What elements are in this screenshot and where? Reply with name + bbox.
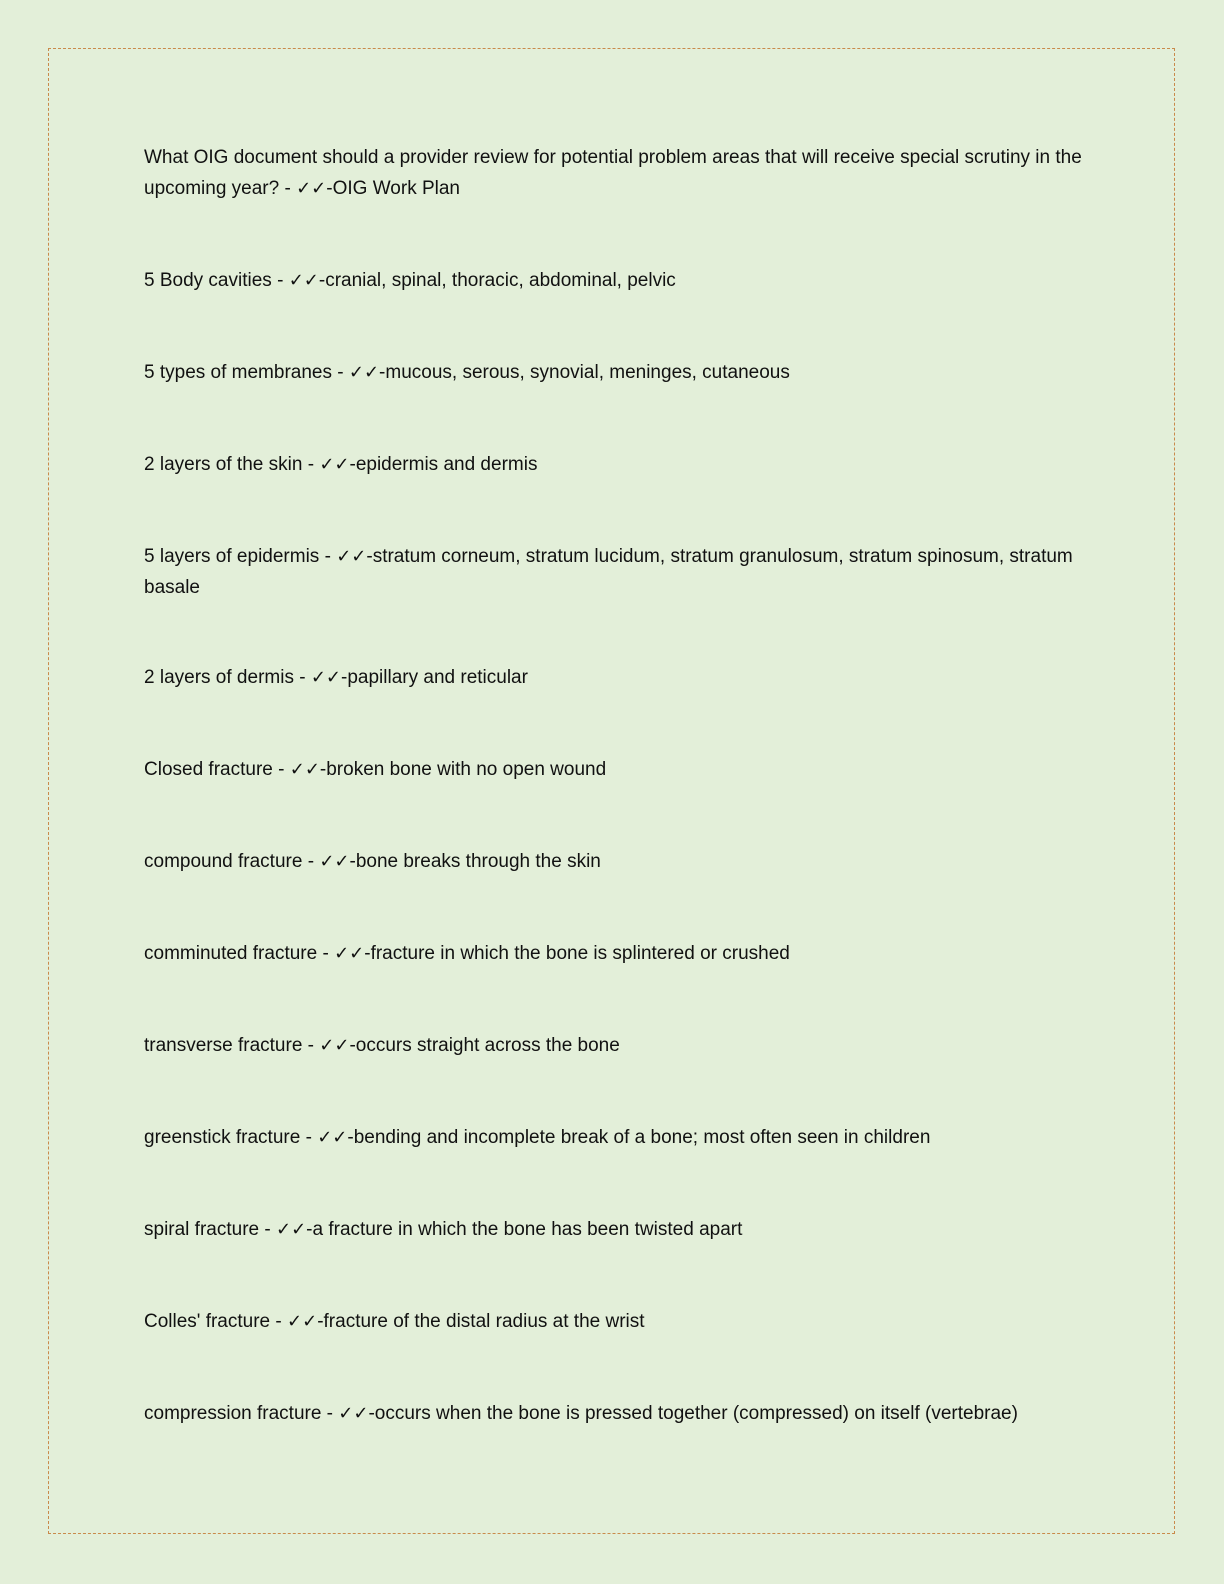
list-item: compression fracture - ✓✓-occurs when the bone is pressed together (compressed) on itself (vertebrae) [144,1403,1018,1424]
definition: bending and incomplete break of a bone; most often seen in children [353,1127,931,1148]
list-item: 2 layers of the skin - ✓✓-epidermis and dermis [144,454,538,475]
checkmark-icon: ✓✓ [336,546,367,567]
definition: occurs when the bone is pressed together (compressed) on itself (vertebrae) [374,1403,1018,1424]
term: Closed fracture [144,759,273,780]
term: 5 Body cavities [144,270,272,291]
list-item: 5 layers of epidermis - ✓✓-stratum corneum, stratum lucidum, stratum granulosum, stratum spinosum, stratum basale [144,546,1073,598]
checkmark-icon: ✓✓ [334,943,365,964]
definition: a fracture in which the bone has been twisted apart [312,1219,743,1240]
checkmark-icon: ✓✓ [276,1219,307,1240]
checkmark-icon: ✓✓ [348,362,380,383]
term: greenstick fracture [144,1127,301,1148]
list-item: comminuted fracture - ✓✓-fracture in which the bone is splintered or crushed [144,943,790,964]
definition: cranial, spinal, thoracic, abdominal, pelvic [325,270,676,291]
definition: OIG Work Plan [332,178,460,199]
term: comminuted fracture [144,943,318,964]
definition: fracture of the distal radius at the wrist [323,1311,645,1332]
checkmark-icon: ✓✓ [288,270,319,291]
definition: stratum corneum, stratum lucidum, stratum granulosum, stratum spinosum, stratum basale [144,546,1073,598]
checkmark-icon: ✓✓ [287,1311,318,1332]
list-item: spiral fracture - ✓✓-a fracture in which the bone has been twisted apart [144,1219,743,1240]
term: compression fracture [144,1403,322,1424]
checkmark-icon: ✓✓ [319,454,350,475]
checkmark-icon: ✓✓ [319,851,350,872]
definition: papillary and reticular [347,667,528,688]
list-item: transverse fracture - ✓✓-occurs straight across the bone [144,1035,620,1056]
term: 2 layers of dermis [144,667,294,688]
term: 5 layers of epidermis [144,546,320,567]
list-item: compound fracture - ✓✓-bone breaks through the skin [144,851,601,872]
term: Colles' fracture [144,1311,271,1332]
checkmark-icon: ✓✓ [289,759,320,780]
term: 2 layers of the skin [144,454,303,475]
definition: fracture in which the bone is splintered or crushed [370,943,790,964]
checkmark-icon: ✓✓ [296,178,327,199]
list-item: Colles' fracture - ✓✓-fracture of the distal radius at the wrist [144,1311,645,1332]
checkmark-icon: ✓✓ [317,1127,348,1148]
term: transverse fracture [144,1035,303,1056]
term: compound fracture [144,851,303,872]
list-item: What OIG document should a provider review for potential problem areas that will receive special scrutiny in the upcoming year? - ✓✓-OIG Work Plan [144,147,1082,199]
term: 5 types of membranes [144,362,332,383]
term: What OIG document should a provider review for potential problem areas that will receive special scrutiny in the upcoming year? [144,147,1082,199]
list-item: Closed fracture - ✓✓-broken bone with no open wound [144,759,607,780]
term: spiral fracture [144,1219,260,1240]
list-item: greenstick fracture - ✓✓-bending and incomplete break of a bone; most often seen in children [144,1127,931,1148]
list-item: 5 Body cavities - ✓✓-cranial, spinal, thoracic, abdominal, pelvic [144,270,676,291]
definition: epidermis and dermis [355,454,538,475]
definition: mucous, serous, synovial, meninges, cutaneous [385,362,790,383]
list-item: 2 layers of dermis - ✓✓-papillary and reticular [144,667,528,688]
checkmark-icon: ✓✓ [310,667,342,688]
checkmark-icon: ✓✓ [319,1035,350,1056]
definition: broken bone with no open wound [326,759,607,780]
definition: bone breaks through the skin [355,851,601,872]
definition: occurs straight across the bone [355,1035,620,1056]
list-item: 5 types of membranes - ✓✓-mucous, serous, synovial, meninges, cutaneous [144,362,790,383]
checkmark-icon: ✓✓ [338,1403,369,1424]
